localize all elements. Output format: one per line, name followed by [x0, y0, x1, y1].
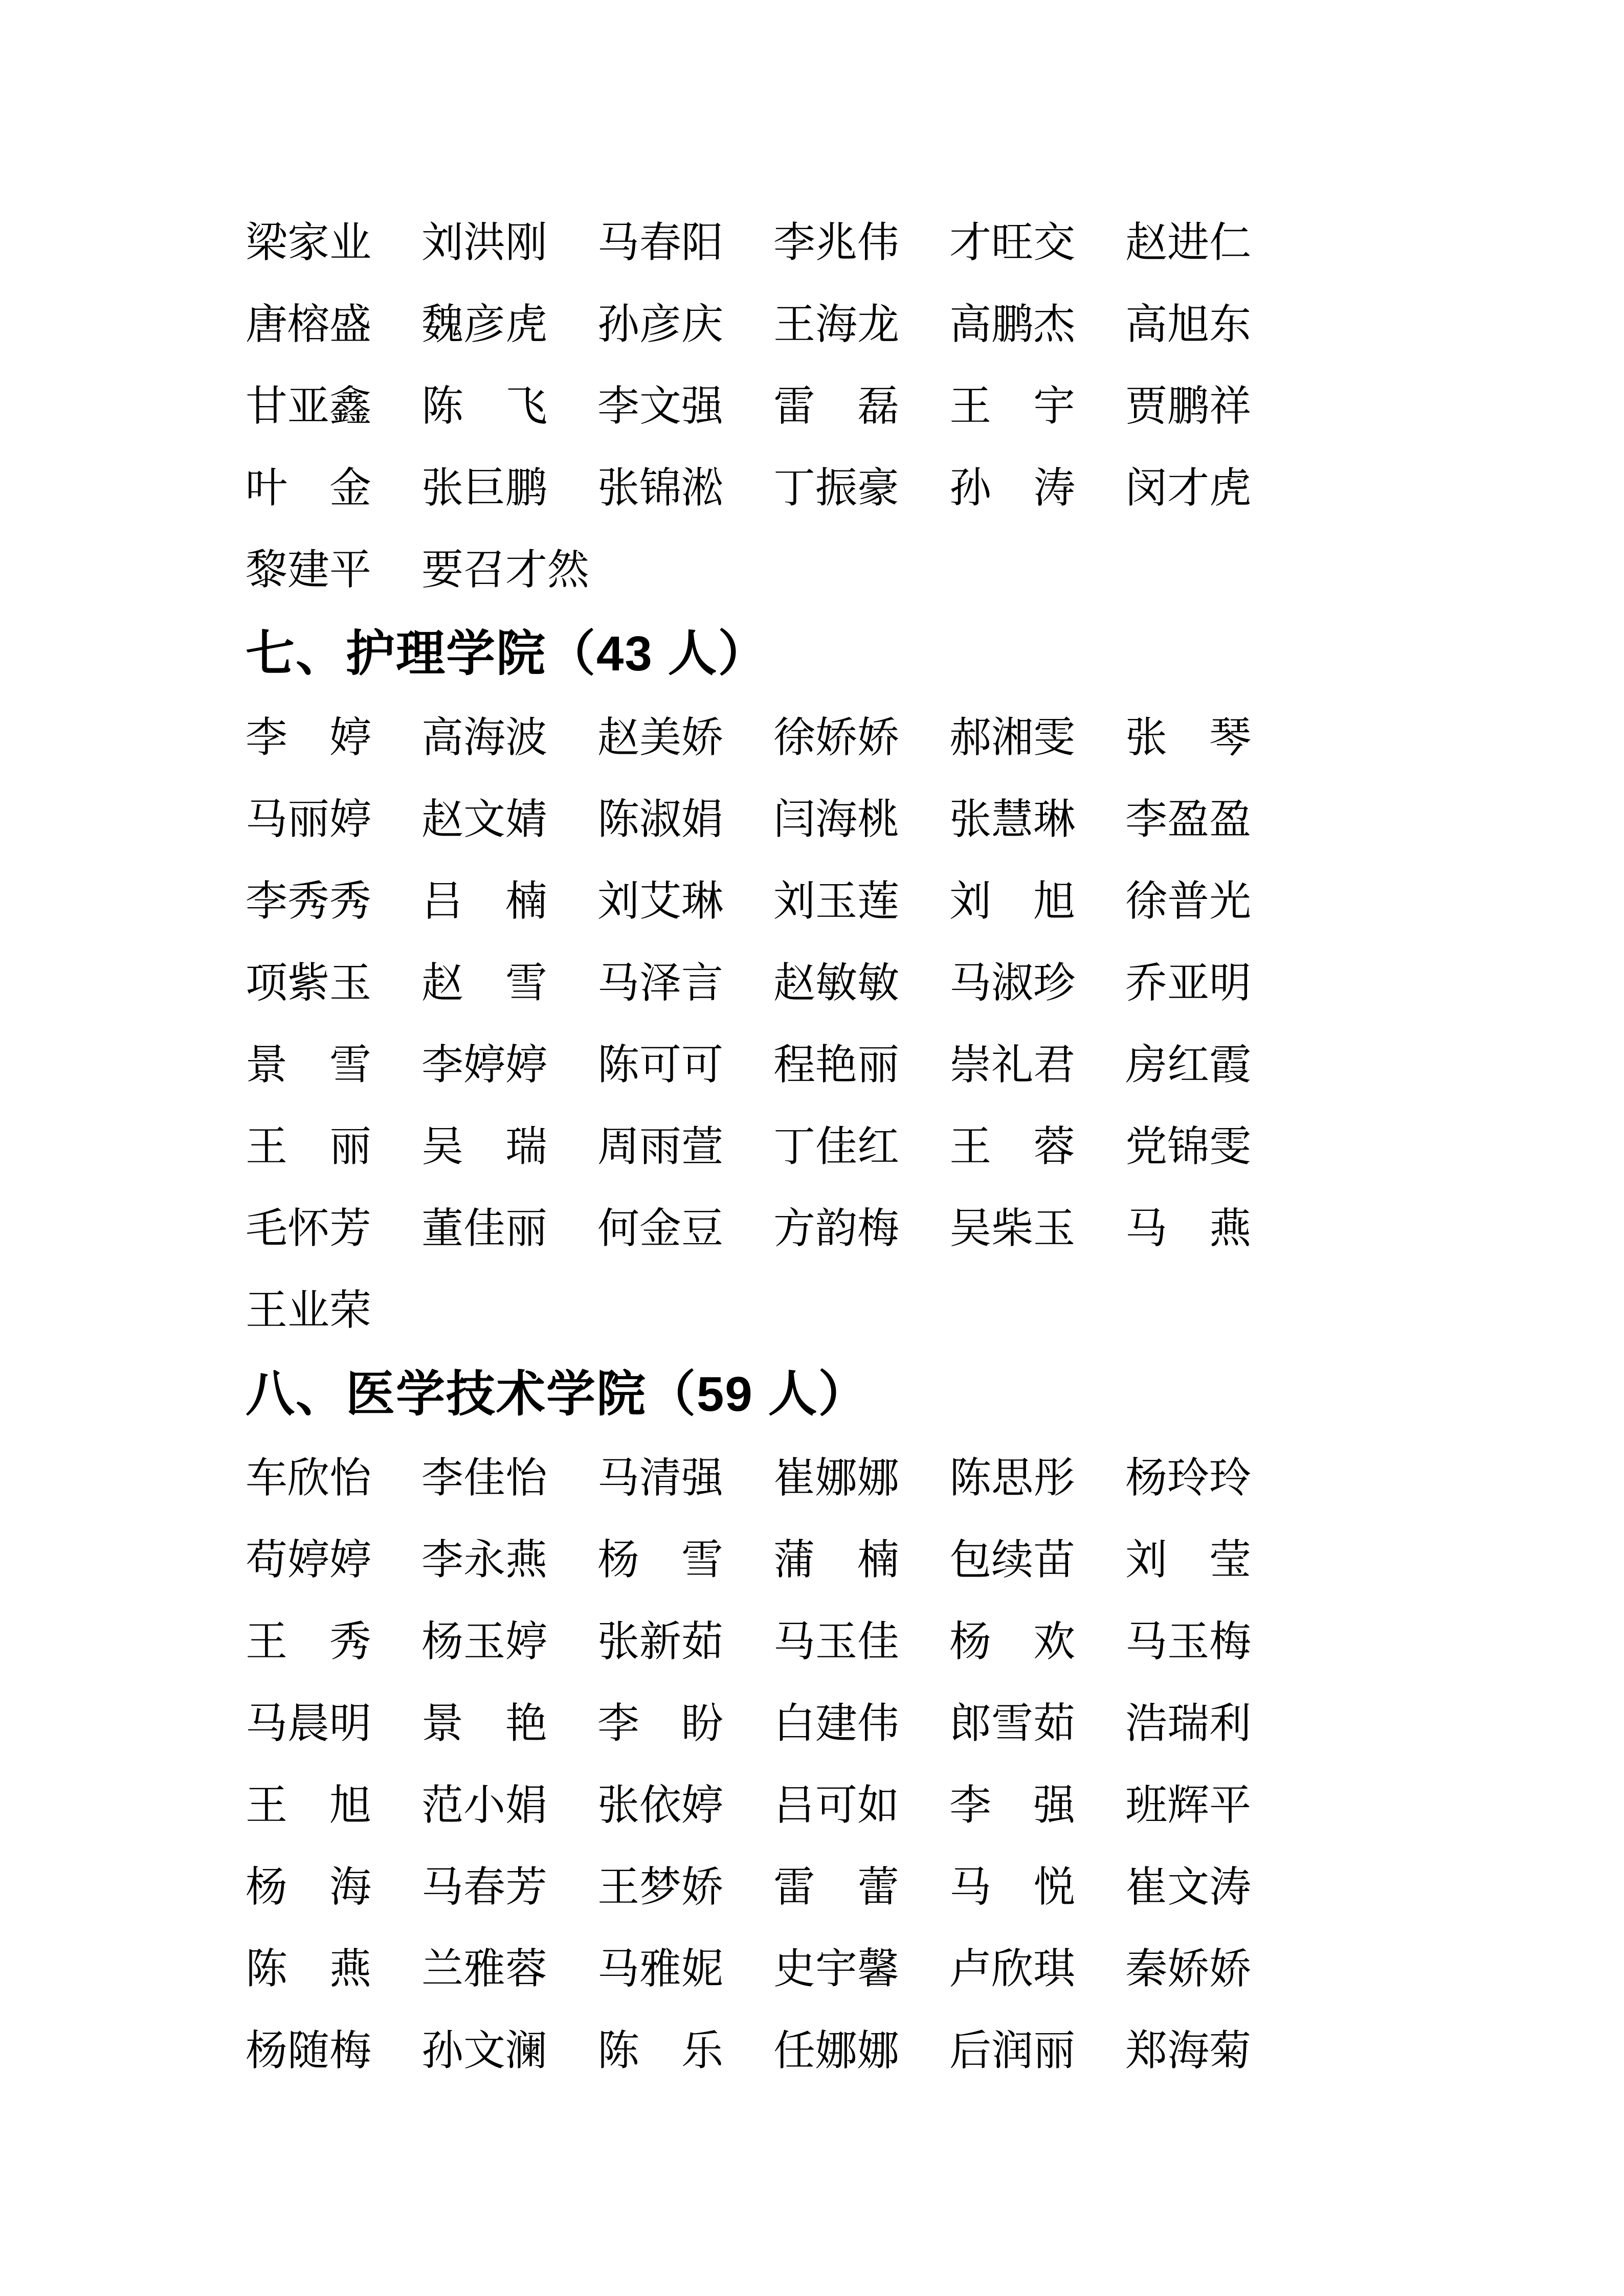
student-name: 雷 蕾	[773, 1864, 900, 1910]
student-name: 吴柴玉	[949, 1205, 1076, 1252]
student-name: 李文强	[597, 383, 724, 430]
student-name: 程艳丽	[773, 1042, 900, 1088]
student-name: 王 秀	[246, 1618, 372, 1665]
student-name: 叶 金	[246, 465, 372, 511]
student-name: 毛怀芳	[246, 1205, 372, 1252]
student-name: 陈 飞	[421, 383, 548, 430]
student-name: 任娜娜	[773, 2028, 900, 2074]
student-name: 马春芳	[421, 1864, 548, 1910]
student-name: 项紫玉	[246, 960, 372, 1006]
student-name: 高旭东	[1125, 301, 1252, 348]
student-name: 徐普光	[1125, 878, 1252, 925]
student-name: 雷 磊	[773, 383, 900, 430]
section-heading: 七、护理学院（43 人）	[246, 626, 768, 681]
student-name: 范小娟	[421, 1782, 548, 1829]
student-name: 刘艾琳	[597, 878, 724, 925]
student-name: 李 婷	[246, 714, 372, 761]
student-name: 闵才虎	[1125, 465, 1252, 511]
student-name: 赵敏敏	[773, 960, 900, 1006]
student-name: 张慧琳	[949, 796, 1076, 843]
name-row	[246, 284, 1320, 366]
name-row	[246, 366, 1320, 447]
student-name: 刘 莹	[1125, 1537, 1252, 1583]
student-name: 蒲 楠	[773, 1537, 900, 1583]
student-name: 王 蓉	[949, 1123, 1076, 1170]
student-name: 郎雪茹	[949, 1700, 1076, 1747]
student-name: 王 丽	[246, 1123, 372, 1170]
student-name: 王梦娇	[597, 1864, 724, 1910]
student-name: 景 雪	[246, 1042, 372, 1088]
student-name: 丁佳红	[773, 1123, 900, 1170]
student-name: 黎建平	[246, 547, 372, 593]
student-name: 李婷婷	[421, 1042, 548, 1088]
student-name: 张新茹	[597, 1618, 724, 1665]
student-name: 李佳怡	[421, 1455, 548, 1501]
student-name: 梁家业	[246, 219, 372, 266]
name-row	[246, 529, 1320, 611]
name-row	[246, 942, 1320, 1024]
student-name: 王 旭	[246, 1782, 372, 1829]
student-name: 徐娇娇	[773, 714, 900, 761]
student-name: 秦娇娇	[1125, 1946, 1252, 1992]
name-row	[246, 1270, 1320, 1352]
student-name: 魏彦虎	[421, 301, 548, 348]
student-name: 陈淑娟	[597, 796, 724, 843]
student-name: 景 艳	[421, 1700, 548, 1747]
student-name: 崇礼君	[949, 1042, 1076, 1088]
student-name: 卢欣琪	[949, 1946, 1076, 1992]
name-row	[246, 1847, 1320, 1928]
student-name: 甘亚鑫	[246, 383, 372, 430]
student-name: 董佳丽	[421, 1205, 548, 1252]
student-name: 王海龙	[773, 301, 900, 348]
student-name: 马春阳	[597, 219, 724, 266]
student-name: 赵 雪	[421, 960, 548, 1006]
student-name: 孙彦庆	[597, 301, 724, 348]
student-name: 吕可如	[773, 1782, 900, 1829]
student-name: 赵进仁	[1125, 219, 1252, 266]
student-name: 史宇馨	[773, 1946, 900, 1992]
student-name: 要召才然	[421, 547, 590, 593]
name-row	[246, 1188, 1320, 1270]
student-name: 张巨鹏	[421, 465, 548, 511]
student-name: 杨 雪	[597, 1537, 724, 1583]
name-row	[246, 779, 1320, 861]
student-name: 孙 涛	[949, 465, 1076, 511]
student-name: 李秀秀	[246, 878, 372, 925]
student-name: 张 琴	[1125, 714, 1252, 761]
student-name: 马玉梅	[1125, 1618, 1252, 1665]
student-name: 吕 楠	[421, 878, 548, 925]
student-name: 高鹏杰	[949, 301, 1076, 348]
student-name: 王业荣	[246, 1287, 372, 1334]
student-name: 刘洪刚	[421, 219, 548, 266]
student-name: 马 悦	[949, 1864, 1076, 1910]
student-name: 马玉佳	[773, 1618, 900, 1665]
name-row	[246, 447, 1320, 529]
student-name: 刘 旭	[949, 878, 1076, 925]
student-name: 杨玲玲	[1125, 1455, 1252, 1501]
name-row	[246, 202, 1320, 284]
student-name: 王 宇	[949, 383, 1076, 430]
name-row	[246, 2010, 1320, 2092]
student-name: 唐榕盛	[246, 301, 372, 348]
student-name: 马 燕	[1125, 1205, 1252, 1252]
student-name: 赵美娇	[597, 714, 724, 761]
student-name: 杨 海	[246, 1864, 372, 1910]
student-name: 杨随梅	[246, 2028, 372, 2074]
name-row	[246, 1765, 1320, 1847]
student-name: 孙文澜	[421, 2028, 548, 2074]
student-name: 乔亚明	[1125, 960, 1252, 1006]
student-name: 李 强	[949, 1782, 1076, 1829]
student-name: 周雨萱	[597, 1123, 724, 1170]
student-name: 高海波	[421, 714, 548, 761]
student-name: 陈 乐	[597, 2028, 724, 2074]
student-name: 兰雅蓉	[421, 1946, 548, 1992]
student-name: 李永燕	[421, 1537, 548, 1583]
name-row	[246, 1106, 1320, 1188]
student-name: 车欣怡	[246, 1455, 372, 1501]
student-name: 贾鹏祥	[1125, 383, 1252, 430]
name-row	[246, 697, 1320, 779]
name-row	[246, 861, 1320, 942]
student-name: 李盈盈	[1125, 796, 1252, 843]
name-row	[246, 1601, 1320, 1683]
student-name: 才旺交	[949, 219, 1076, 266]
student-name: 杨 欢	[949, 1618, 1076, 1665]
section-heading: 八、医学技术学院（59 人）	[246, 1367, 869, 1422]
student-name: 苟婷婷	[246, 1537, 372, 1583]
student-name: 何金豆	[597, 1205, 724, 1252]
student-name: 吴 瑞	[421, 1123, 548, 1170]
student-name: 崔文涛	[1125, 1864, 1252, 1910]
student-name: 包续苗	[949, 1537, 1076, 1583]
student-name: 李 盼	[597, 1700, 724, 1747]
student-name: 陈 燕	[246, 1946, 372, 1992]
student-name: 房红霞	[1125, 1042, 1252, 1088]
student-name: 白建伟	[773, 1700, 900, 1747]
student-name: 丁振豪	[773, 465, 900, 511]
student-name: 张锦淞	[597, 465, 724, 511]
student-name: 浩瑞利	[1125, 1700, 1252, 1747]
student-name: 陈思彤	[949, 1455, 1076, 1501]
student-name: 马丽婷	[246, 796, 372, 843]
student-name: 方韵梅	[773, 1205, 900, 1252]
student-name: 闫海桃	[773, 796, 900, 843]
student-name: 赵文婧	[421, 796, 548, 843]
student-name: 马雅妮	[597, 1946, 724, 1992]
student-name: 马淑珍	[949, 960, 1076, 1006]
name-list-content	[246, 202, 1320, 2092]
name-row	[246, 1519, 1320, 1601]
student-name: 李兆伟	[773, 219, 900, 266]
name-row	[246, 1928, 1320, 2010]
student-name: 陈可可	[597, 1042, 724, 1088]
name-row	[246, 1683, 1320, 1765]
student-name: 后润丽	[949, 2028, 1076, 2074]
student-name: 党锦雯	[1125, 1123, 1252, 1170]
student-name: 郑海菊	[1125, 2028, 1252, 2074]
student-name: 班辉平	[1125, 1782, 1252, 1829]
student-name: 郝湘雯	[949, 714, 1076, 761]
student-name: 杨玉婷	[421, 1618, 548, 1665]
name-row	[246, 1024, 1320, 1106]
student-name: 崔娜娜	[773, 1455, 900, 1501]
student-name: 马晨明	[246, 1700, 372, 1747]
student-name: 马清强	[597, 1455, 724, 1501]
student-name: 张依婷	[597, 1782, 724, 1829]
student-name: 马泽言	[597, 960, 724, 1006]
student-name: 刘玉莲	[773, 878, 900, 925]
name-row	[246, 1437, 1320, 1519]
